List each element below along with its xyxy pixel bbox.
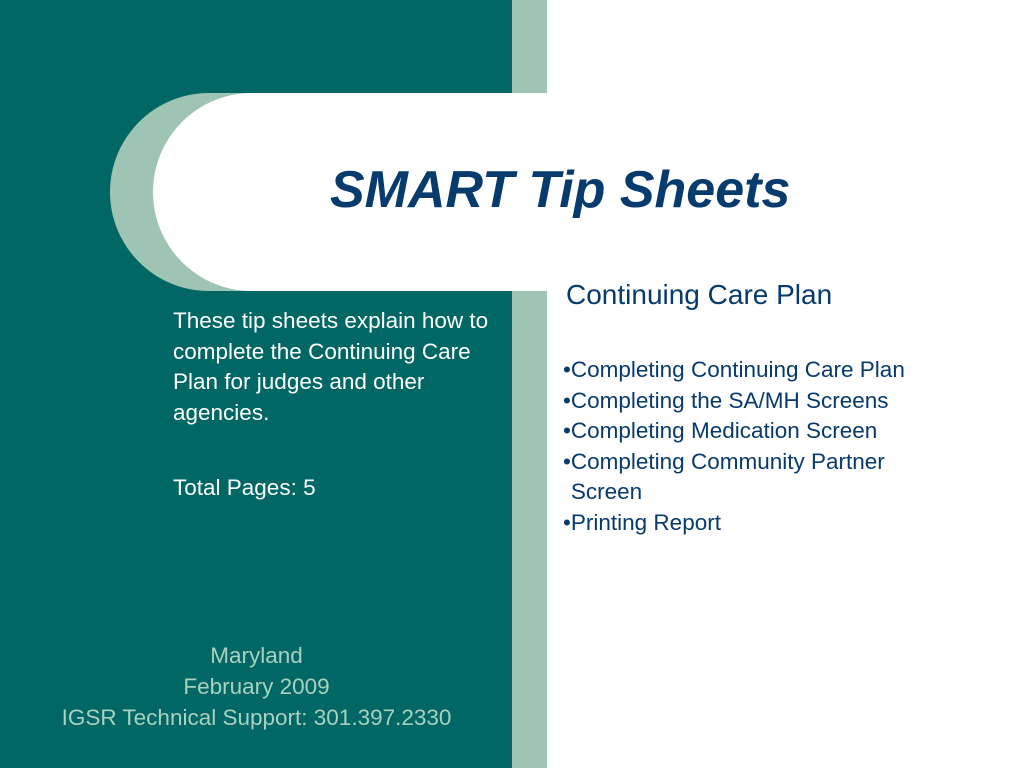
list-item — [563, 416, 983, 447]
list-item — [563, 355, 983, 386]
bullet: • — [563, 357, 571, 382]
topic-list — [563, 355, 983, 539]
footer-support: IGSR Technical Support: 301.397.2330 — [61, 705, 452, 730]
description-text — [173, 306, 503, 428]
footer — [20, 640, 493, 733]
list-item — [563, 508, 983, 539]
list-item — [563, 447, 983, 508]
footer-location: Maryland — [210, 643, 303, 668]
bullet: • — [563, 509, 571, 535]
total-pages: Total Pages: 5 — [173, 475, 316, 500]
list-item-text: Completing Continuing Care Plan — [570, 357, 905, 382]
footer-date: February 2009 — [183, 674, 330, 699]
bullet: • — [563, 448, 571, 474]
list-item-text: Completing Medication Screen — [570, 418, 878, 444]
list-item-text: Completing Community Partner Screen — [570, 448, 885, 505]
list-item-text: Completing the SA/MH Screens — [570, 387, 889, 413]
list-item — [563, 386, 983, 417]
bullet: • — [563, 387, 571, 413]
slide-title: SMART Tip Sheets — [330, 161, 791, 219]
list-item-text: Printing Report — [570, 509, 721, 535]
bullet: • — [563, 418, 571, 444]
section-heading: Continuing Care Plan — [566, 279, 833, 310]
description-paragraph: These tip sheets explain how to complete the Continuing Care Plan for judges and other agencies. — [173, 308, 489, 425]
